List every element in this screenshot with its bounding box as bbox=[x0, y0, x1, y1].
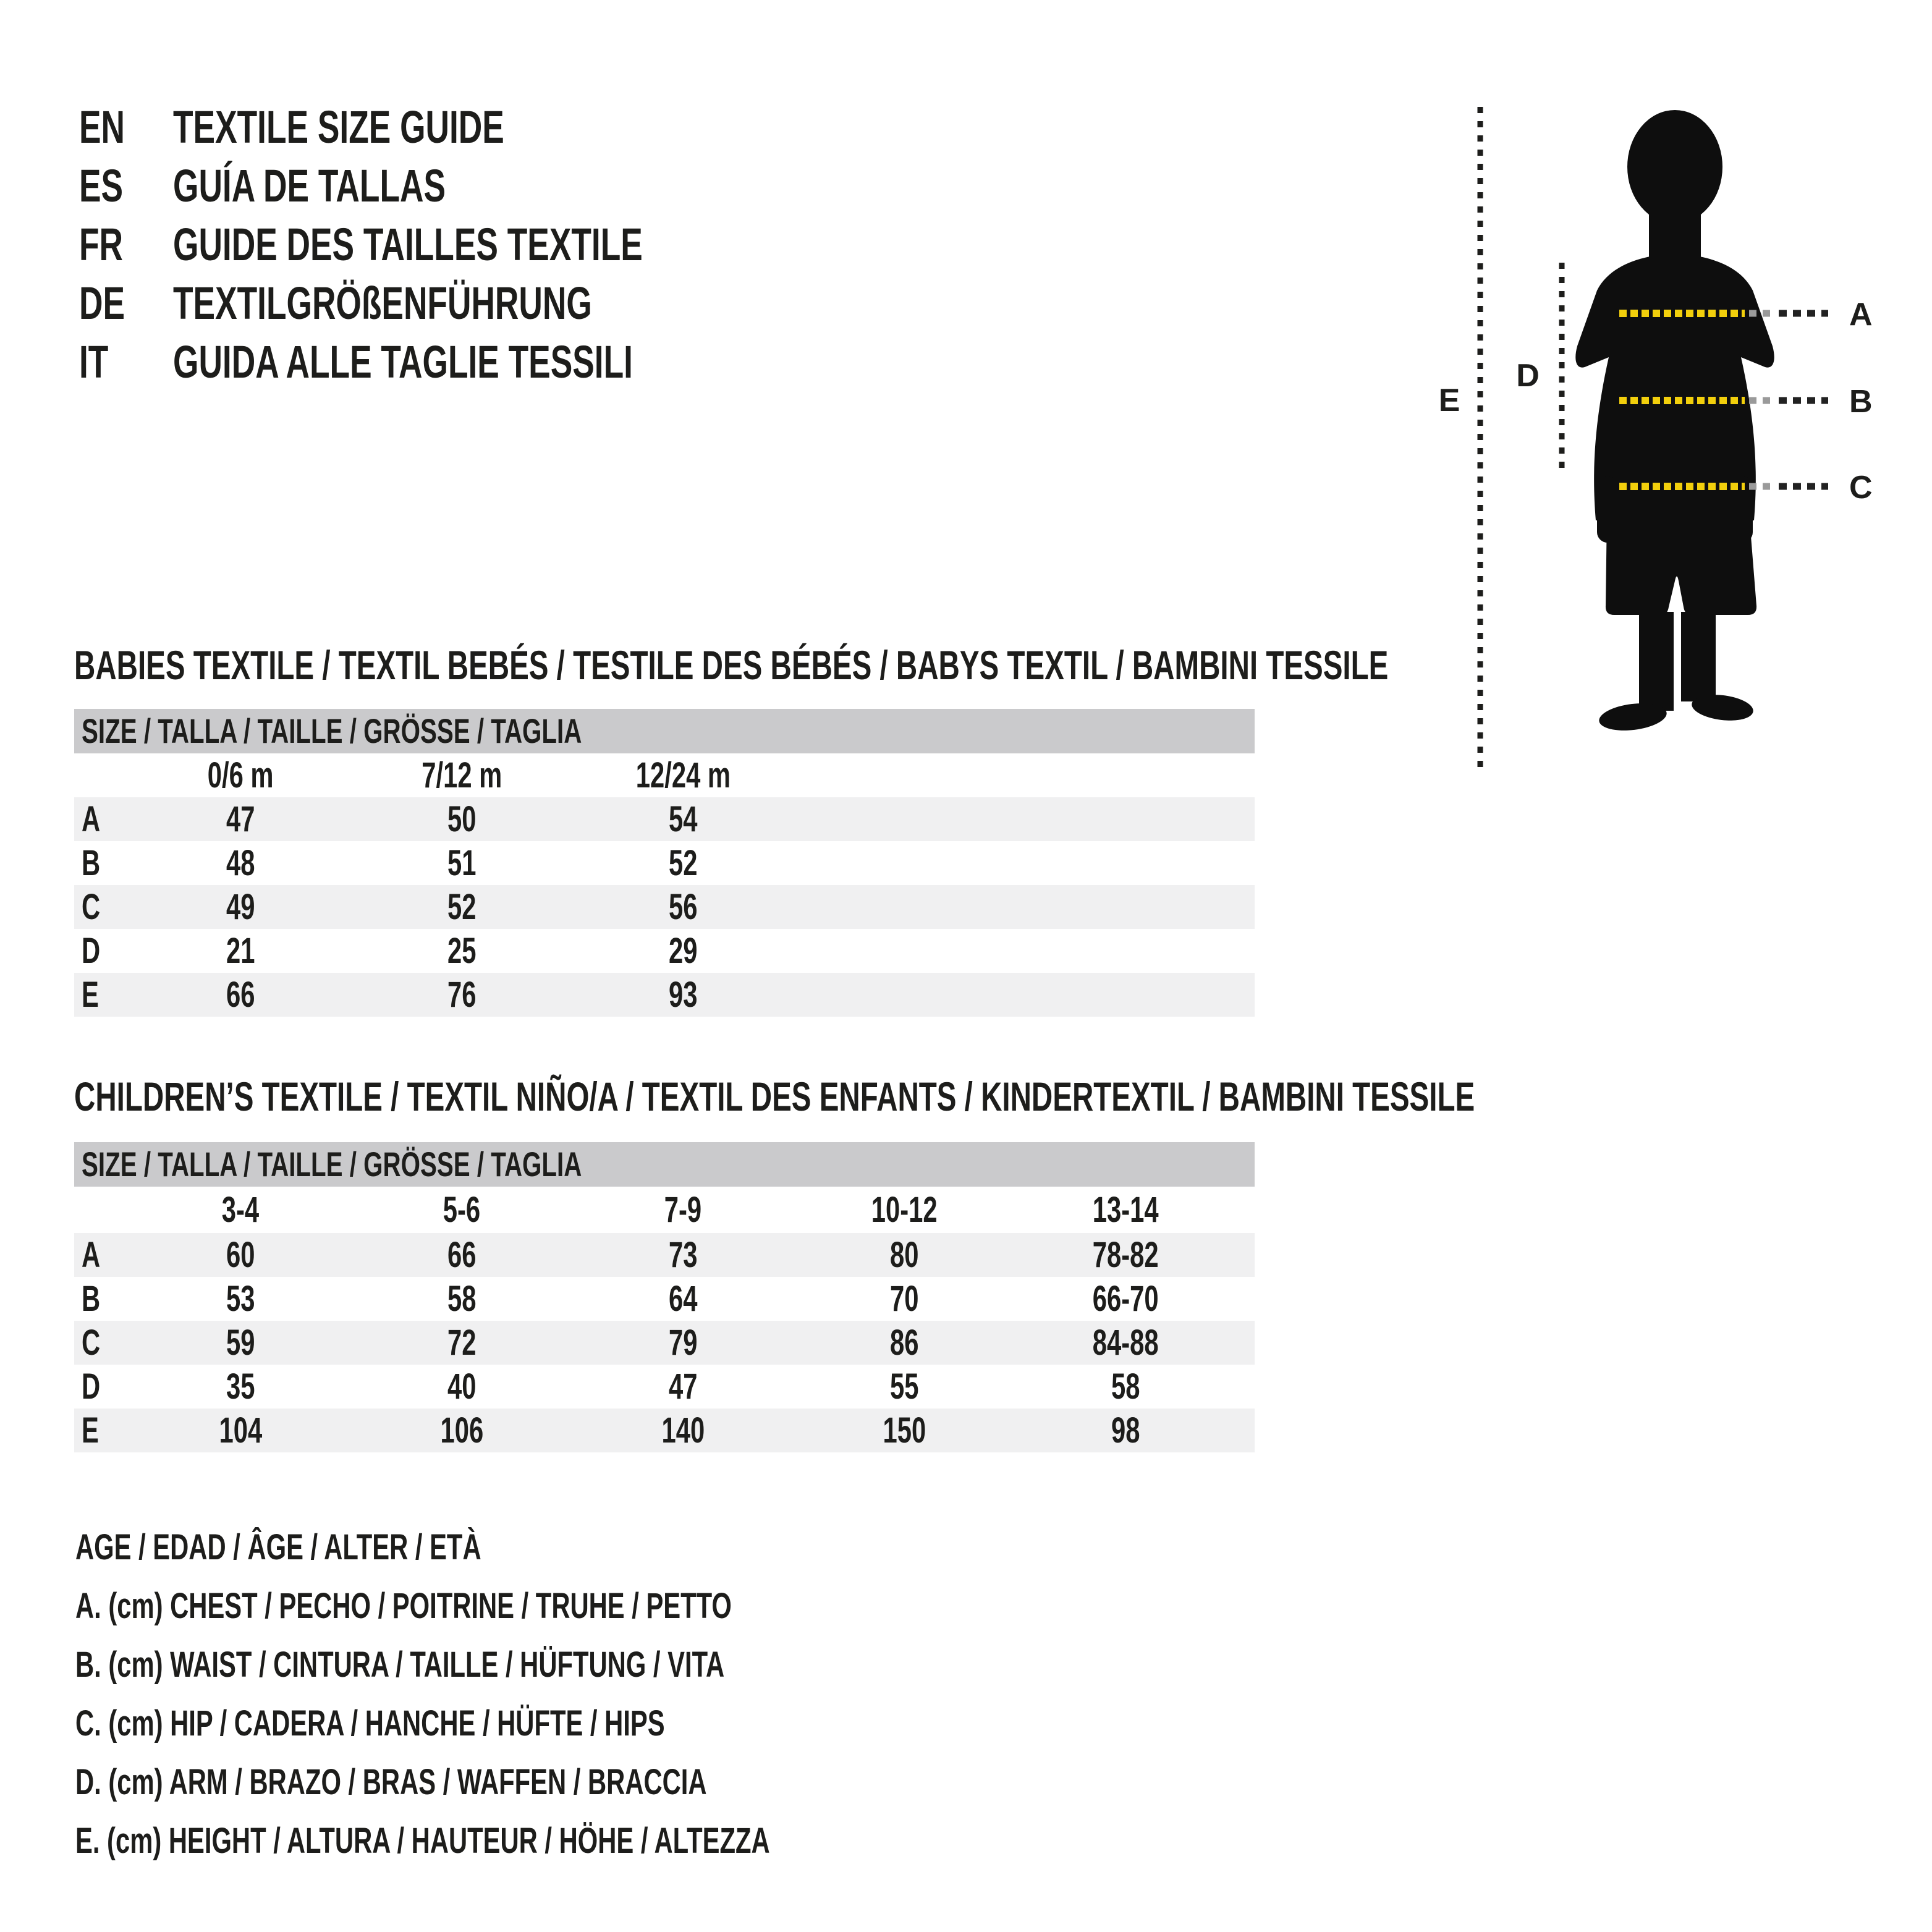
measure-label-b: B bbox=[1849, 384, 1873, 420]
table-row: E 66 76 93 bbox=[74, 973, 1255, 1017]
babies-col-header: 12/24 m bbox=[635, 755, 731, 795]
children-col-header: 10-12 bbox=[871, 1190, 938, 1230]
lang-row-fr bbox=[79, 215, 1377, 274]
legend-line-arm: D. (cm) ARM / BRAZO / BRAS / WAFFEN / BRACCIA bbox=[75, 1762, 707, 1802]
children-col-header: 13-14 bbox=[1092, 1190, 1159, 1230]
lang-title: GUIDA ALLE TAGLIE TESSILI bbox=[173, 336, 633, 388]
babies-col-header: 7/12 m bbox=[421, 755, 502, 795]
lang-code: FR bbox=[79, 219, 124, 270]
table-row: A 47 50 54 bbox=[74, 797, 1255, 841]
table-row: B 48 51 52 bbox=[82, 843, 698, 883]
lang-code: ES bbox=[79, 160, 124, 211]
babies-column-header-row bbox=[74, 753, 1255, 797]
measure-label-a: A bbox=[1849, 297, 1873, 333]
children-col-header: 7-9 bbox=[664, 1190, 702, 1230]
legend-line-age: AGE / EDAD / ÂGE / ALTER / ETÀ bbox=[75, 1527, 481, 1567]
children-section-title: CHILDREN’S TEXTILE / TEXTIL NIÑO/A / TEXTIL DES ENFANTS / KINDERTEXTIL / BAMBINI TESSILE bbox=[74, 1074, 1475, 1119]
lang-row-en bbox=[79, 98, 1377, 156]
lang-row-it bbox=[79, 333, 1377, 391]
legend-line-waist: B. (cm) WAIST / CINTURA / TAILLE / HÜFTUNG / VITA bbox=[75, 1645, 725, 1685]
table-row: D 35 40 47 55 58 bbox=[82, 1366, 1140, 1407]
children-col-header: 3-4 bbox=[221, 1190, 260, 1230]
lang-title: TEXTILGRÖßENFÜHRUNG bbox=[173, 278, 592, 329]
lang-row-de bbox=[79, 274, 1377, 333]
lang-code: EN bbox=[79, 101, 125, 153]
lang-code: DE bbox=[79, 278, 125, 329]
babies-section-title: BABIES TEXTILE / TEXTIL BEBÉS / TESTILE DES BÉBÉS / BABYS TEXTIL / BAMBINI TESSILE bbox=[74, 642, 1389, 688]
legend-line-hip: C. (cm) HIP / CADERA / HANCHE / HÜFTE / HIPS bbox=[75, 1703, 665, 1743]
children-column-header-row bbox=[74, 1187, 1255, 1233]
lang-code: IT bbox=[79, 336, 109, 388]
table-row: A 60 66 73 80 78-82 bbox=[74, 1233, 1255, 1277]
table-row: C 49 52 56 bbox=[74, 885, 1255, 929]
children-col-header: 5-6 bbox=[443, 1190, 481, 1230]
children-size-header-bar: SIZE / TALLA / TAILLE / GRÖSSE / TAGLIA bbox=[74, 1142, 1255, 1187]
measure-label-d: D bbox=[1516, 358, 1540, 394]
lang-title: GUIDE DES TAILLES TEXTILE bbox=[173, 219, 643, 270]
lang-row-es bbox=[79, 156, 1377, 215]
legend-line-height: E. (cm) HEIGHT / ALTURA / HAUTEUR / HÖHE / ALTEZZA bbox=[75, 1821, 770, 1861]
legend-line-chest: A. (cm) CHEST / PECHO / POITRINE / TRUHE / PETTO bbox=[75, 1586, 732, 1626]
lang-title: TEXTILE SIZE GUIDE bbox=[173, 101, 504, 153]
babies-size-header-bar: SIZE / TALLA / TAILLE / GRÖSSE / TAGLIA bbox=[74, 709, 1255, 753]
child-silhouette-icon bbox=[1575, 110, 1774, 734]
table-row: D 21 25 29 bbox=[82, 931, 698, 971]
table-row: B 53 58 64 70 66-70 bbox=[82, 1279, 1159, 1319]
table-row: E 104 106 140 150 98 bbox=[74, 1409, 1255, 1452]
table-row: C 59 72 79 86 84-88 bbox=[74, 1321, 1255, 1365]
babies-col-header: 0/6 m bbox=[207, 755, 274, 795]
measure-label-e: E bbox=[1438, 383, 1460, 418]
lang-title: GUÍA DE TALLAS bbox=[173, 160, 446, 211]
measure-label-c: C bbox=[1849, 470, 1873, 506]
